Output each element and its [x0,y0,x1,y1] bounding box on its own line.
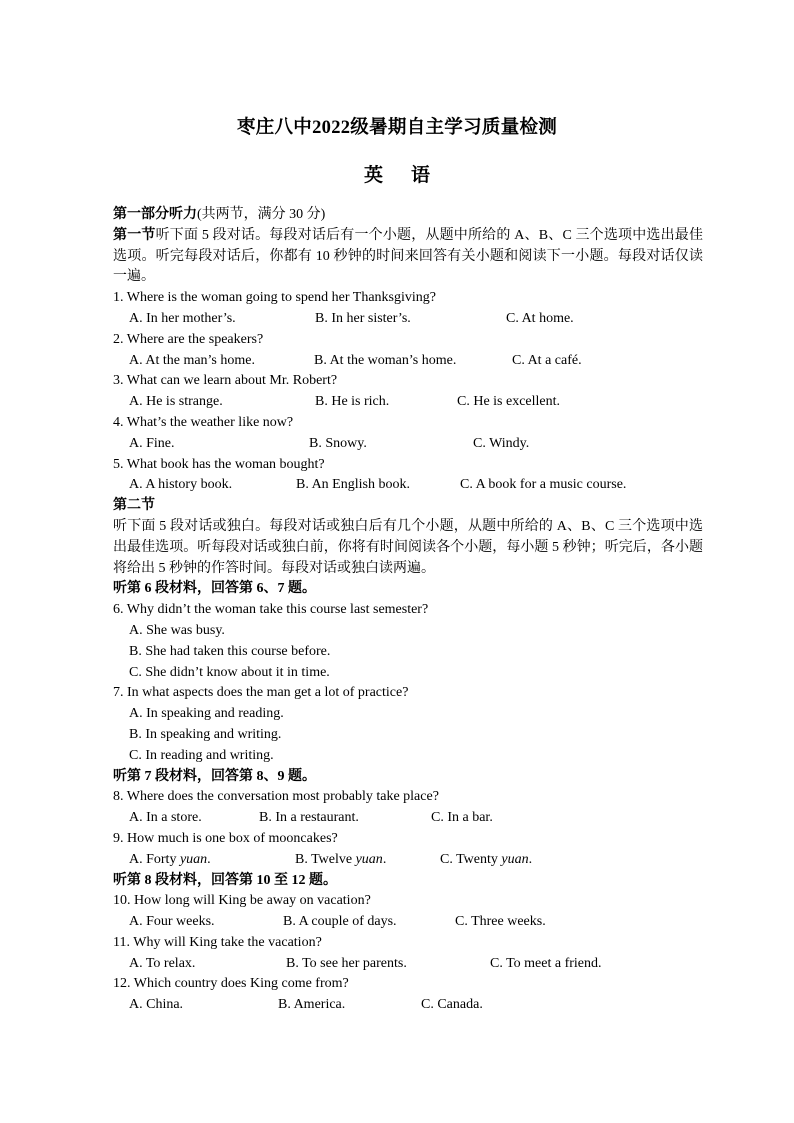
material-7-heading: 听第 7 段材料，回答第 8、9 题。 [113,768,316,784]
question-11: 11. Why will King take the vacation? [113,934,322,950]
option-a: A. He is strange. [129,394,223,410]
option-b-unit: yuan [355,851,383,867]
option-b: B. He is rich. [315,394,390,410]
part1-heading [113,205,703,226]
question-8: 8. Where does the conversation most probably take place? [113,789,439,805]
option-b: B. In speaking and writing. [129,726,282,742]
subject-title: 英语 [363,165,458,186]
option-c: C. Three weeks. [455,914,546,930]
option-a: A. Forty yuan. [129,851,211,867]
question-7: 7. In what aspects does the man get a lot of practice? [113,685,409,701]
question-4-options [113,434,703,455]
option-a: A. In her mother’s. [129,310,236,326]
section2-label: 第二节 [113,498,155,514]
option-a: A. In a store. [129,810,202,826]
option-c: C. At home. [506,310,574,326]
question-1-options [113,309,703,330]
option-c: C. Windy. [473,435,530,451]
exam-body [113,205,703,1016]
question-1: 1. Where is the woman going to spend her Thanksgiving? [113,290,436,306]
option-c: C. To meet a friend. [490,955,602,971]
question-2-options [113,351,703,372]
option-b-text: B. Twelve [295,851,353,867]
option-a-text: A. Forty [129,851,177,867]
option-c: C. In a bar. [431,810,493,826]
question-8-options [113,808,703,829]
option-b: B. In her sister’s. [315,310,411,326]
option-c-unit: yuan [501,851,529,867]
question-12: 12. Which country does King come from? [113,976,349,992]
question-2: 2. Where are the speakers? [113,331,264,347]
section1-text: 听下面 5 段对话。每段对话后有一个小题，从题中所给的 A、B、C 三个选项中选出最佳选项。听完每段对话后，你都有 10 秒钟的时间来回答有关小题和阅读下一小题。每段对话仅读一遍。 [113,227,703,285]
option-b: B. An English book. [296,477,410,493]
option-a: A. Fine. [129,435,175,451]
option-b: B. At the woman’s home. [314,352,457,368]
option-c: C. She didn’t know about it in time. [129,664,330,680]
question-4: 4. What’s the weather like now? [113,414,294,430]
option-a: A. Four weeks. [129,914,215,930]
option-b: B. To see her parents. [286,955,407,971]
question-12-options [113,995,703,1016]
option-c: C. In reading and writing. [129,747,274,763]
question-5-options [113,475,703,496]
option-b: B. Twelve yuan. [295,851,387,867]
option-b: B. Snowy. [309,435,367,451]
question-10: 10. How long will King be away on vacation? [113,893,371,909]
option-c: C. A book for a music course. [460,477,627,493]
question-11-options [113,954,703,975]
option-a: A. To relax. [129,955,196,971]
option-c-text: C. Twenty [440,851,498,867]
section2-instructions: 听下面 5 段对话或独白。每段对话或独白后有几个小题，从题中所给的 A、B、C 三个选项中选出最佳选项。听每段对话或独白前，你将有时间阅读各个小题，每小题 5 秒钟；听完后，各小题将给出 5 秒钟的作答时间。每段对话或独白读两遍。 [113,518,703,576]
question-6: 6. Why didn’t the woman take this course last semester? [113,602,429,618]
question-3-options [113,392,703,413]
option-c: C. Twenty yuan. [440,851,533,867]
option-b: B. In a restaurant. [259,810,359,826]
question-5: 5. What book has the woman bought? [113,456,325,472]
option-b: B. She had taken this course before. [129,643,331,659]
section1-instructions [113,226,703,288]
option-c: C. At a café. [512,352,582,368]
question-9-options [113,850,703,871]
option-a-unit: yuan [179,851,208,867]
option-a: A. She was busy. [129,622,225,638]
option-c: C. Canada. [421,997,483,1013]
part1-heading-label: 第一部分听力 [113,207,197,222]
option-b: B. A couple of days. [283,914,397,930]
option-a: A. At the man’s home. [129,352,255,368]
option-c: C. He is excellent. [457,394,561,410]
question-9: 9. How much is one box of mooncakes? [113,830,338,846]
section1-label: 第一节 [113,227,156,243]
option-a: A. China. [129,997,184,1013]
option-b: B. America. [278,997,346,1013]
part1-heading-detail: (共两节，满分 30 分) [197,207,326,222]
option-a: A. A history book. [129,477,233,493]
material-6-heading: 听第 6 段材料，回答第 6、7 题。 [113,581,316,597]
question-3: 3. What can we learn about Mr. Robert? [113,373,338,389]
option-a: A. In speaking and reading. [129,706,284,722]
material-8-heading: 听第 8 段材料，回答第 10 至 12 题。 [113,872,337,888]
question-10-options [113,912,703,933]
exam-title: 枣庄八中2022级暑期自主学习质量检测 [236,118,558,138]
